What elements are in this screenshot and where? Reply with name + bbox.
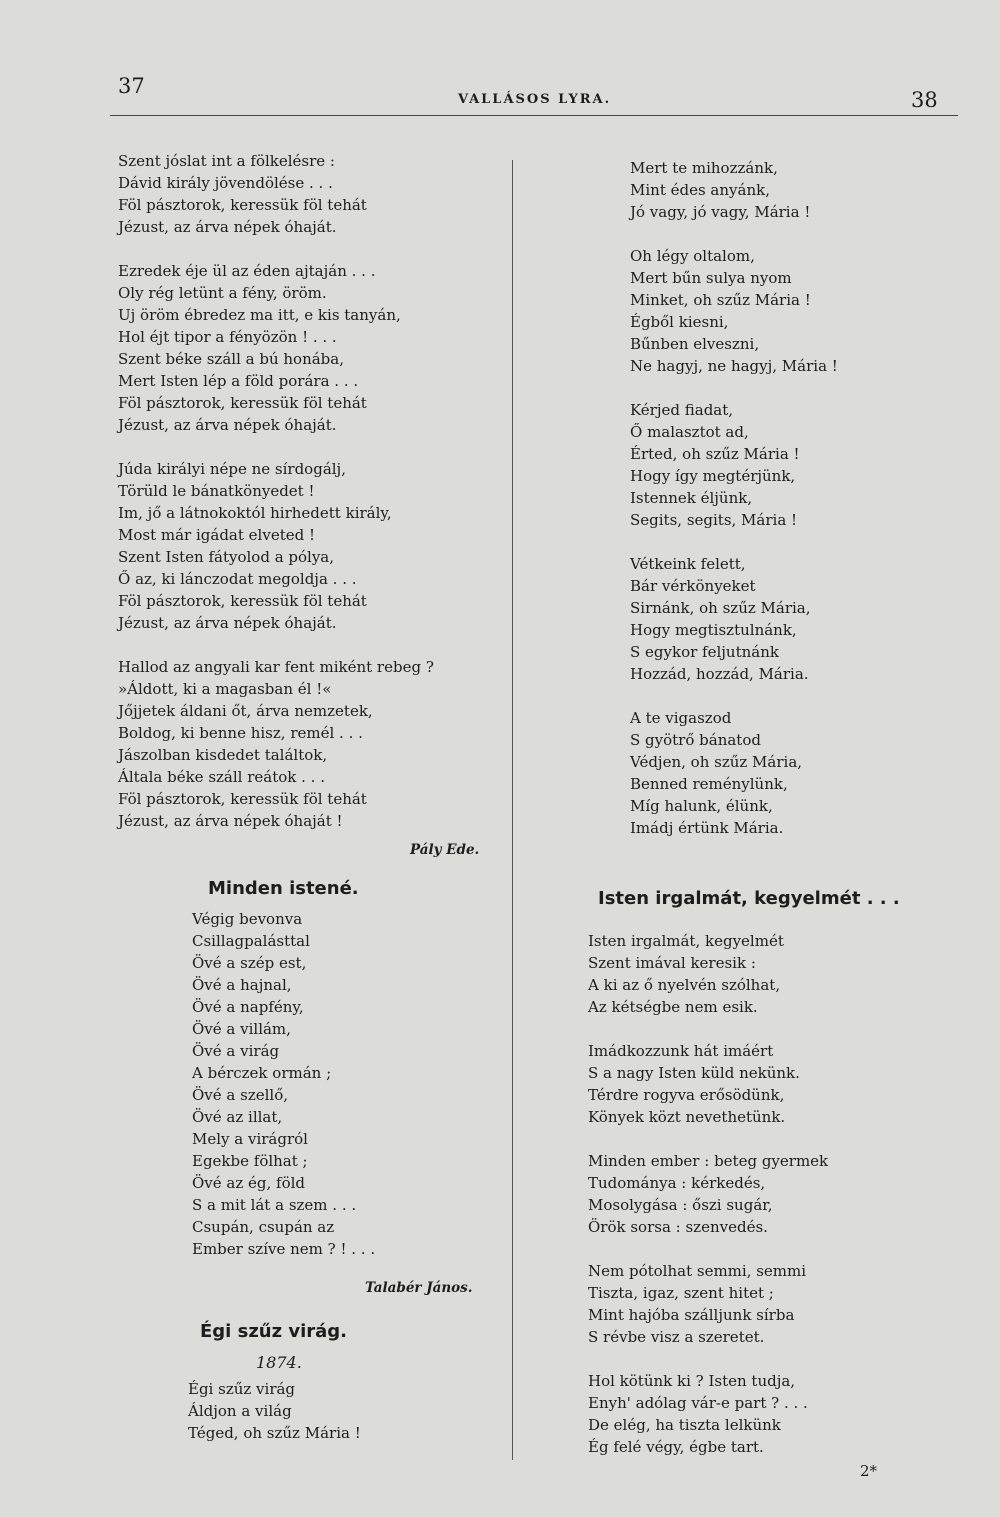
poem-line: Mely a virágról xyxy=(192,1130,308,1148)
stanza xyxy=(118,656,434,832)
poem-line: Föl pásztorok, keressük föl tehát xyxy=(118,790,367,808)
poem-line: Uj öröm ébredez ma itt, e kis tanyán, xyxy=(118,306,401,324)
signature-mark: 2* xyxy=(860,1462,878,1480)
poem-line: Enyh' adólag vár-e part ? . . . xyxy=(588,1394,808,1412)
left-poem-1 xyxy=(118,150,434,854)
stanza xyxy=(588,1040,828,1128)
poem-line: »Áldott, ki a magasban él !« xyxy=(118,680,332,698)
poem-4-body xyxy=(588,930,828,1458)
stanza xyxy=(118,458,434,634)
poem-line: Föl pásztorok, keressük föl tehát xyxy=(118,394,367,412)
poem-line: Hogy így megtérjünk, xyxy=(630,467,796,485)
stanza xyxy=(630,553,838,685)
poem-line: Jó vagy, jó vagy, Mária ! xyxy=(630,203,811,221)
poem-2-body xyxy=(192,908,375,1260)
poem-line: Tudománya : kérkedés, xyxy=(588,1174,766,1192)
poem-line: Áldjon a világ xyxy=(188,1402,292,1420)
poem-line: Mert te mihozzánk, xyxy=(630,159,778,177)
poem-line: Hallod az angyali kar fent miként rebeg ? xyxy=(118,658,434,676)
poem-line: Imádj értünk Mária. xyxy=(630,819,784,837)
poem-line: Örök sorsa : szenvedés. xyxy=(588,1218,768,1236)
poem-line: Csillagpalásttal xyxy=(192,932,310,950)
stanza xyxy=(630,157,838,223)
poem-line: Mert bűn sulya nyom xyxy=(630,269,792,287)
poem-3-title: Égi szűz virág. xyxy=(200,1321,348,1342)
poem-1-body xyxy=(118,150,434,832)
poem-line: Tiszta, igaz, szent hitet ; xyxy=(588,1284,774,1302)
right-poem-4 xyxy=(588,930,828,1480)
poem-line: A ki az ő nyelvén szólhat, xyxy=(588,976,781,994)
poem-3-body xyxy=(188,1378,361,1444)
page-number-left: 37 xyxy=(118,74,145,98)
poem-line: Könyek közt nevethetünk. xyxy=(588,1108,786,1126)
poem-line: Hol kötünk ki ? Isten tudja, xyxy=(588,1372,796,1390)
running-title: VALLÁSOS LYRA. xyxy=(458,92,612,107)
poem-line: Minket, oh szűz Mária ! xyxy=(630,291,811,309)
poem-line: Hogy megtisztulnánk, xyxy=(630,621,797,639)
poem-line: Mosolygása : őszi sugár, xyxy=(588,1196,773,1214)
poem-line: S gyötrő bánatod xyxy=(630,731,761,749)
poem-line: Sirnánk, oh szűz Mária, xyxy=(630,599,811,617)
poem-line: Szent béke száll a bú honába, xyxy=(118,350,344,368)
poem-line: Övé a szellő, xyxy=(192,1086,288,1104)
poem-line: Övé a szép est, xyxy=(192,954,307,972)
poem-line: Általa béke száll reátok . . . xyxy=(118,768,325,786)
left-poem-2 xyxy=(192,908,375,1260)
poem-line: Oh légy oltalom, xyxy=(630,247,755,265)
poem-line: Vétkeink felett, xyxy=(630,555,746,573)
poem-line: Jézust, az árva népek óhaját. xyxy=(118,614,337,632)
stanza xyxy=(630,707,838,839)
poem-line: S a mit lát a szem . . . xyxy=(192,1196,357,1214)
poem-line: Szent imával keresik : xyxy=(588,954,756,972)
poem-line: A bérczek ormán ; xyxy=(192,1064,332,1082)
poem-line: Bár vérkönyeket xyxy=(630,577,756,595)
poem-line: Boldog, ki benne hisz, remél . . . xyxy=(118,724,363,742)
poem-line: Mint hajóba szálljunk sírba xyxy=(588,1306,795,1324)
poem-line: Égből kiesni, xyxy=(630,313,729,331)
poem-line: Az kétségbe nem esik. xyxy=(588,998,758,1016)
poem-line: De elég, ha tiszta lelkünk xyxy=(588,1416,781,1434)
poem-line: Ő malasztot ad, xyxy=(630,423,749,441)
poem-line: Jézust, az árva népek óhaját. xyxy=(118,218,337,236)
poem-line: Szent Isten fátyolod a pólya, xyxy=(118,548,335,566)
poem-line: Mint édes anyánk, xyxy=(630,181,770,199)
poem-line: Föl pásztorok, keressük föl tehát xyxy=(118,592,367,610)
poem-line: Ezredek éje ül az éden ajtaján . . . xyxy=(118,262,376,280)
poem-line: Égi szűz virág xyxy=(188,1380,296,1398)
poem-line: Övé a virág xyxy=(192,1042,280,1060)
poem-line: Védjen, oh szűz Mária, xyxy=(630,753,803,771)
poem-line: Végig bevonva xyxy=(192,910,303,928)
poem-line: Jászolban kisdedet találtok, xyxy=(118,746,328,764)
stanza xyxy=(630,399,838,531)
poem-line: S a nagy Isten küld nekünk. xyxy=(588,1064,800,1082)
poem-line: Jőjjetek áldani őt, árva nemzetek, xyxy=(118,702,373,720)
poem-line: Bűnben elveszni, xyxy=(630,335,760,353)
poem-line: Övé az illat, xyxy=(192,1108,283,1126)
poem-line: Júda királyi népe ne sírdogálj, xyxy=(118,460,346,478)
poem-line: Téged, oh szűz Mária ! xyxy=(188,1424,361,1442)
poem-line: Törüld le bánatkönyedet ! xyxy=(118,482,315,500)
poem-line: Oly rég letünt a fény, öröm. xyxy=(118,284,327,302)
left-poem-3 xyxy=(188,1378,361,1444)
poem-line: Míg halunk, élünk, xyxy=(630,797,773,815)
poem-line: Nem pótolhat semmi, semmi xyxy=(588,1262,807,1280)
poem-line: Benned reménylünk, xyxy=(630,775,788,793)
poem-line: Isten irgalmát, kegyelmét xyxy=(588,932,784,950)
poem-line: Minden ember : beteg gyermek xyxy=(588,1152,829,1170)
stanza xyxy=(630,245,838,377)
poem-4-title: Isten irgalmát, kegyelmét . . . xyxy=(598,888,900,909)
poem-line: Segits, segits, Mária ! xyxy=(630,511,798,529)
poem-line: Ő az, ki lánczodat megoldja . . . xyxy=(118,570,357,588)
right-poem-3-cont xyxy=(630,157,838,861)
page-number-right: 38 xyxy=(911,88,938,112)
poem-line: Ne hagyj, ne hagyj, Mária ! xyxy=(630,357,838,375)
poem-line: Ember szíve nem ? ! . . . xyxy=(192,1240,376,1258)
header-rule xyxy=(110,115,958,116)
poem-line: S egykor feljutnánk xyxy=(630,643,779,661)
poem-line: Föl pásztorok, keressük föl tehát xyxy=(118,196,367,214)
poem-2-title: Minden istené. xyxy=(208,878,359,899)
poem-line: Jézust, az árva népek óhaját ! xyxy=(118,812,343,830)
poem-line: Övé a napfény, xyxy=(192,998,304,1016)
poem-line: Térdre rogyva erősödünk, xyxy=(588,1086,785,1104)
poem-line: Ég felé végy, égbe tart. xyxy=(588,1438,764,1456)
poem-line: Mert Isten lép a föld porára . . . xyxy=(118,372,359,390)
stanza xyxy=(588,1150,828,1238)
poem-line: Jézust, az árva népek óhaját. xyxy=(118,416,337,434)
poem-line: Most már igádat elveted ! xyxy=(118,526,315,544)
stanza xyxy=(588,930,828,1018)
poem-3-year: 1874. xyxy=(256,1353,302,1372)
poem-line: Övé a hajnal, xyxy=(192,976,292,994)
poem-line: Dávid király jövendölése . . . xyxy=(118,174,333,192)
poem-line: A te vigaszod xyxy=(630,709,732,727)
poem-line: Im, jő a látnokoktól hirhedett király, xyxy=(118,504,392,522)
poem-line: Istennek éljünk, xyxy=(630,489,753,507)
poem-line: Övé az ég, föld xyxy=(192,1174,306,1192)
poem-line: Hozzád, hozzád, Mária. xyxy=(630,665,809,683)
poem-line: Csupán, csupán az xyxy=(192,1218,335,1236)
poem-line: Egekbe fölhat ; xyxy=(192,1152,308,1170)
poem-line: Szent jóslat int a fölkelésre : xyxy=(118,152,335,170)
column-divider xyxy=(512,160,513,1460)
stanza xyxy=(588,1260,828,1348)
poem-line: Övé a villám, xyxy=(192,1020,291,1038)
stanza xyxy=(588,1370,828,1458)
poem-line: S révbe visz a szeretet. xyxy=(588,1328,765,1346)
poem-line: Kérjed fiadat, xyxy=(630,401,734,419)
poem-2-author: Talabér János. xyxy=(365,1280,473,1296)
poem-line: Hol éjt tipor a fényözön ! . . . xyxy=(118,328,337,346)
stanza xyxy=(118,150,434,238)
poem-1-author: Pály Ede. xyxy=(410,842,480,858)
poem-3-continued-body xyxy=(630,157,838,839)
poem-line: Érted, oh szűz Mária ! xyxy=(630,445,800,463)
poem-line: Imádkozzunk hát imáért xyxy=(588,1042,774,1060)
stanza xyxy=(118,260,434,436)
